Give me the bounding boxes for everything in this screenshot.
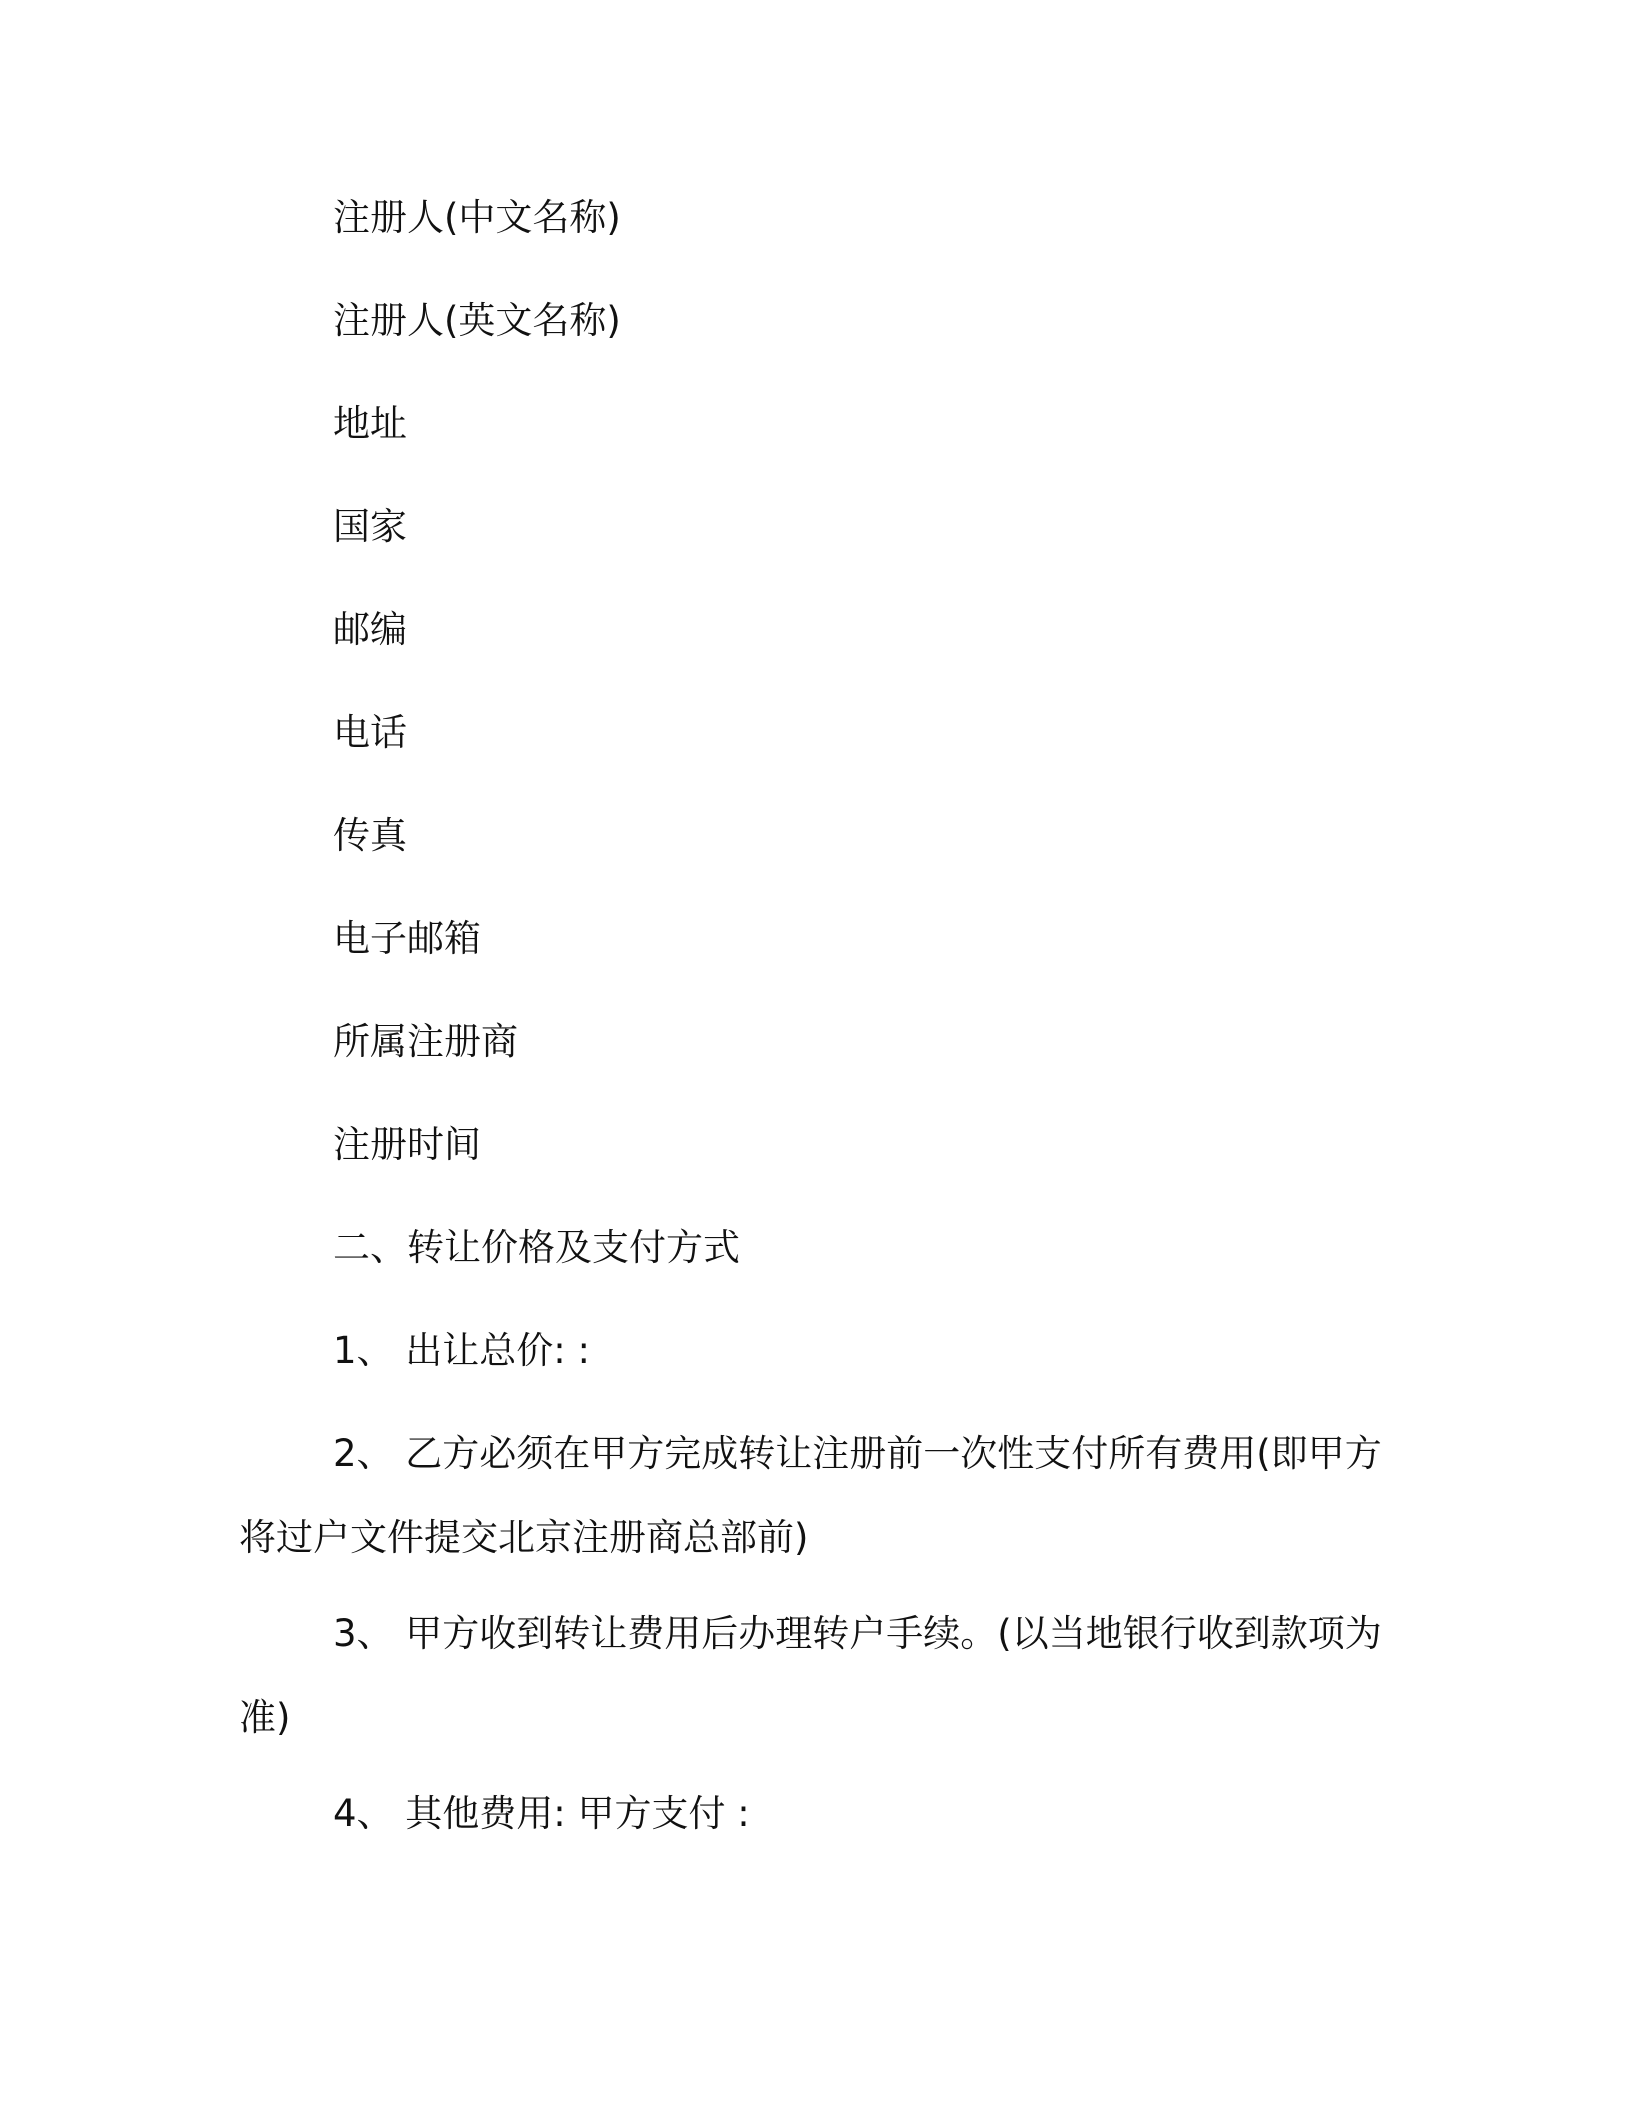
clause-1: 1、 出让总价: : bbox=[333, 1329, 590, 1372]
field-address: 地址 bbox=[333, 402, 407, 445]
field-email: 电子邮箱 bbox=[333, 917, 481, 960]
clause-3 bbox=[239, 1612, 1389, 1740]
field-registrant-cn: 注册人(中文名称) bbox=[333, 196, 621, 239]
field-phone: 电话 bbox=[333, 711, 407, 754]
field-postcode: 邮编 bbox=[333, 608, 407, 651]
field-registrar: 所属注册商 bbox=[333, 1020, 518, 1063]
field-fax: 传真 bbox=[333, 814, 407, 857]
section-heading: 二、转让价格及支付方式 bbox=[333, 1226, 740, 1269]
clause-4: 4、 其他费用: 甲方支付 : bbox=[333, 1792, 750, 1835]
clause-2-line-2: 将过户文件提交北京注册商总部前) bbox=[239, 1516, 809, 1559]
clause-3-line-1: 3、 甲方收到转让费用后办理转户手续。(以当地银行收到款项为 bbox=[333, 1612, 1382, 1655]
clause-3-line-2: 准) bbox=[239, 1696, 291, 1739]
clause-2-line-1: 2、 乙方必须在甲方完成转让注册前一次性支付所有费用(即甲方 bbox=[333, 1432, 1382, 1475]
clause-2 bbox=[239, 1432, 1389, 1560]
field-registration-time: 注册时间 bbox=[333, 1123, 481, 1166]
field-country: 国家 bbox=[333, 505, 407, 548]
field-registrant-en: 注册人(英文名称) bbox=[333, 299, 621, 342]
